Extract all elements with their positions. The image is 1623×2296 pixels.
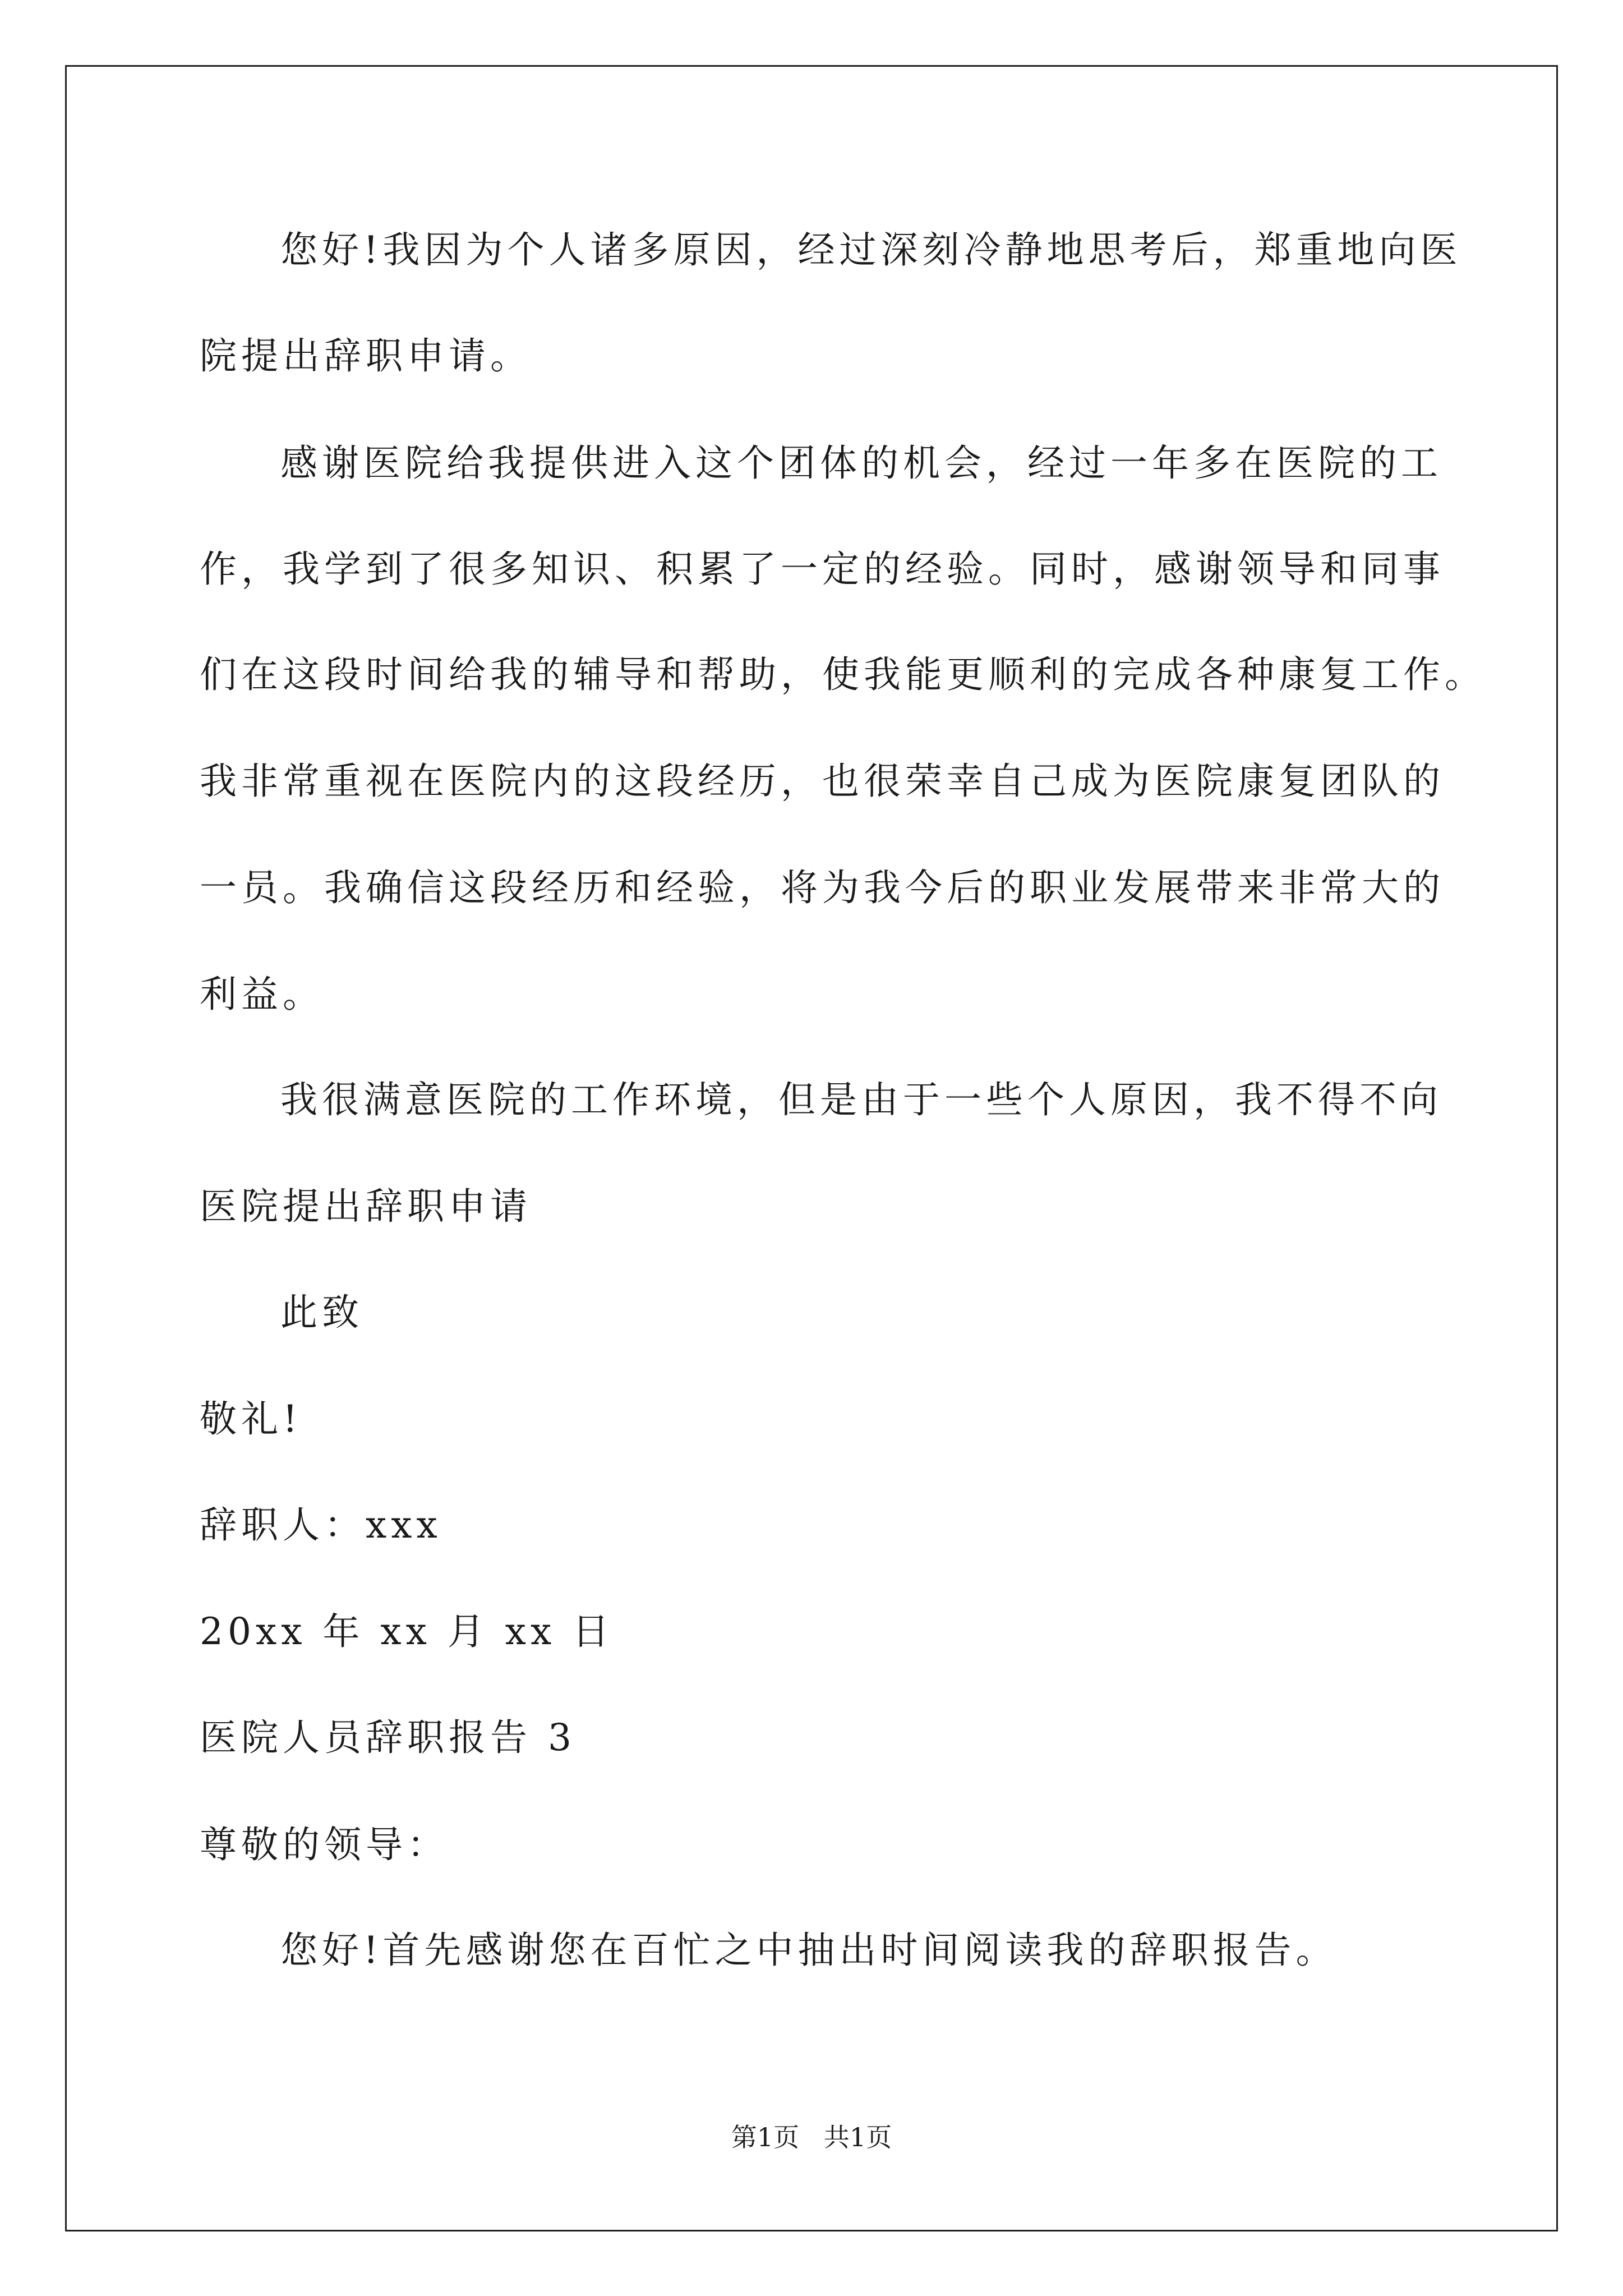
paragraph-line: 我非常重视在医院内的这段经历，也很荣幸自己成为医院康复团队的 [200, 760, 1445, 803]
page-number-footer: 第1页 共1页 [731, 2122, 892, 2152]
paragraph-line: 医院提出辞职申请 [200, 1185, 532, 1228]
greeting-line: 尊敬的领导： [200, 1823, 449, 1866]
paragraph-line: 们在这段时间给我的辅导和帮助，使我能更顺利的完成各种康复工作。 [200, 653, 1486, 696]
paragraph-line: 您好!我因为个人诸多原因，经过深刻冷静地思考后，郑重地向医 [280, 228, 1462, 272]
date-line: 20xx 年 xx 月 xx 日 [200, 1610, 614, 1653]
paragraph-line: 一员。我确信这段经历和经验，将为我今后的职业发展带来非常大的 [200, 866, 1445, 909]
paragraph-line: 我很满意医院的工作环境，但是由于一些个人原因，我不得不向 [280, 1078, 1442, 1121]
paragraph-line: 利益。 [200, 973, 324, 1016]
paragraph-line: 感谢医院给我提供进入这个团体的机会，经过一年多在医院的工 [280, 441, 1442, 485]
paragraph-line: 您好!首先感谢您在百忙之中抽出时间阅读我的辞职报告。 [280, 1929, 1338, 1972]
closing-salutation: 此致 [280, 1291, 363, 1334]
page-border [65, 65, 1558, 2231]
paragraph-line: 院提出辞职申请。 [200, 334, 532, 378]
section-title: 医院人员辞职报告 3 [200, 1716, 576, 1759]
signature-line: 辞职人：xxx [200, 1503, 442, 1547]
paragraph-line: 作，我学到了很多知识、积累了一定的经验。同时，感谢领导和同事 [200, 547, 1445, 591]
closing-regards: 敬礼! [200, 1397, 302, 1441]
